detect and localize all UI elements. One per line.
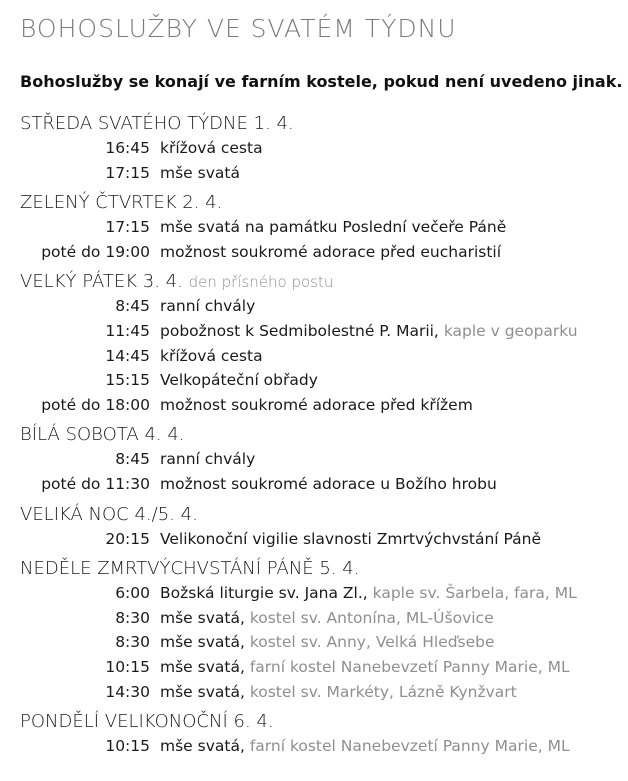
service-location: kostel sv. Antonína, ML-Úšovice: [249, 608, 494, 627]
service-time: 14:45: [105, 346, 150, 365]
service-text: možnost soukromé adorace před křížem: [160, 395, 473, 414]
service-time: 15:15: [105, 371, 150, 390]
service-text-main: mše svatá,: [160, 682, 245, 701]
service-location: kaple sv. Šarbela, fara, ML: [372, 584, 577, 603]
day-date: 6. 4.: [233, 711, 274, 733]
intro-text: Bohoslužby se konají ve farním kostele, pokud není uvedeno jinak.: [20, 72, 623, 91]
service-time: 20:15: [105, 529, 150, 548]
service-time: 10:15: [105, 657, 150, 676]
service-row: [20, 161, 620, 186]
day-section: [20, 557, 620, 704]
day-section: [20, 423, 620, 496]
service-row: [20, 447, 620, 472]
day-section: [20, 503, 620, 552]
day-heading: [20, 191, 620, 215]
day-date: 5. 4.: [319, 558, 360, 580]
page-title: BOHOSLUŽBY VE SVATÉM TÝDNU: [20, 14, 457, 43]
day-heading: [20, 423, 620, 447]
day-name: STŘEDA SVATÉHO TÝDNE: [20, 113, 248, 134]
service-time: 6:00: [115, 584, 150, 603]
service-text-main: mše svatá,: [160, 633, 245, 652]
service-row: [20, 215, 620, 240]
service-text-main: mše svatá,: [160, 737, 245, 756]
service-text: Velkopáteční obřady: [160, 371, 318, 390]
service-time: 8:45: [115, 450, 150, 469]
service-text: mše svatá na památku Poslední večeře Páně: [160, 218, 507, 237]
service-row: [20, 734, 620, 759]
service-location: kostel sv. Anny, Velká Hleďsebe: [249, 633, 495, 652]
service-time: 8:45: [115, 297, 150, 316]
service-row: [20, 393, 620, 418]
service-text: [160, 319, 578, 344]
service-text: ranní chvály: [160, 297, 256, 316]
service-row: [20, 240, 620, 265]
service-location: kaple v geoparku: [443, 321, 578, 340]
service-time: 14:30: [105, 682, 150, 701]
day-name: VELIKÁ NOC: [20, 503, 129, 525]
service-time: poté do 18:00: [41, 395, 150, 414]
service-text: možnost soukromé adorace u Božího hrobu: [160, 474, 497, 493]
day-section: [20, 270, 620, 417]
day-section: [20, 112, 620, 185]
service-location: kostel sv. Markéty, Lázně Kynžvart: [249, 682, 517, 701]
day-date: 4./5. 4.: [134, 503, 198, 525]
service-row: [20, 472, 620, 497]
service-row: [20, 606, 620, 631]
service-text: [160, 606, 494, 631]
service-time: poté do 19:00: [41, 242, 150, 261]
day-heading: [20, 270, 620, 294]
day-name: ZELENÝ ČTVRTEK: [20, 192, 177, 214]
service-location: farní kostel Nanebevzetí Panny Marie, ML: [249, 737, 570, 756]
service-row: [20, 136, 620, 161]
service-text: [160, 655, 570, 680]
service-text: [160, 680, 517, 705]
service-text: mše svatá: [160, 163, 240, 182]
service-text: ranní chvály: [160, 450, 256, 469]
day-date: 2. 4.: [182, 192, 223, 214]
day-heading: [20, 112, 620, 136]
service-text: [160, 630, 495, 655]
day-heading: [20, 710, 620, 734]
service-text: [160, 734, 570, 759]
day-note: den přísného postu: [188, 273, 334, 292]
service-text: Velikonoční vigilie slavnosti Zmrtvýchvstání Páně: [160, 529, 542, 548]
service-text-main: pobožnost k Sedmibolestné P. Marii,: [160, 321, 439, 340]
service-text: možnost soukromé adorace před eucharistií: [160, 242, 502, 261]
service-time: 16:45: [105, 139, 150, 157]
service-row: [20, 319, 620, 344]
service-time: 8:30: [115, 633, 150, 652]
day-name: NEDĚLE ZMRTVÝCHVSTÁNÍ PÁNĚ: [20, 558, 314, 580]
service-time: 17:15: [105, 218, 150, 237]
day-heading: [20, 557, 620, 581]
service-location: farní kostel Nanebevzetí Panny Marie, ML: [249, 657, 570, 676]
service-row: [20, 527, 620, 552]
day-heading: [20, 503, 620, 527]
service-time: poté do 11:30: [41, 474, 150, 493]
service-row: [20, 368, 620, 393]
day-name: BÍLÁ SOBOTA: [20, 424, 139, 446]
service-row: [20, 680, 620, 705]
service-text-main: mše svatá,: [160, 608, 245, 627]
day-date: 4. 4.: [144, 424, 185, 446]
service-text-main: Božská liturgie sv. Jana Zl.,: [160, 584, 368, 603]
day-date: 1. 4.: [253, 113, 294, 134]
schedule: [20, 112, 620, 765]
service-row: [20, 581, 620, 606]
service-row: [20, 655, 620, 680]
service-text: křížová cesta: [160, 139, 263, 157]
day-name: VELKÝ PÁTEK: [20, 271, 138, 293]
service-time: 10:15: [105, 737, 150, 756]
day-section: [20, 191, 620, 264]
service-time: 11:45: [105, 321, 150, 340]
service-time: 8:30: [115, 608, 150, 627]
service-text: [160, 581, 577, 606]
service-row: [20, 294, 620, 319]
service-time: 17:15: [105, 163, 150, 182]
service-row: [20, 344, 620, 369]
day-name: PONDĚLÍ VELIKONOČNÍ: [20, 711, 228, 733]
service-text: křížová cesta: [160, 346, 263, 365]
day-section: [20, 710, 620, 759]
day-date: 3. 4.: [142, 271, 183, 293]
service-text-main: mše svatá,: [160, 657, 245, 676]
service-row: [20, 630, 620, 655]
